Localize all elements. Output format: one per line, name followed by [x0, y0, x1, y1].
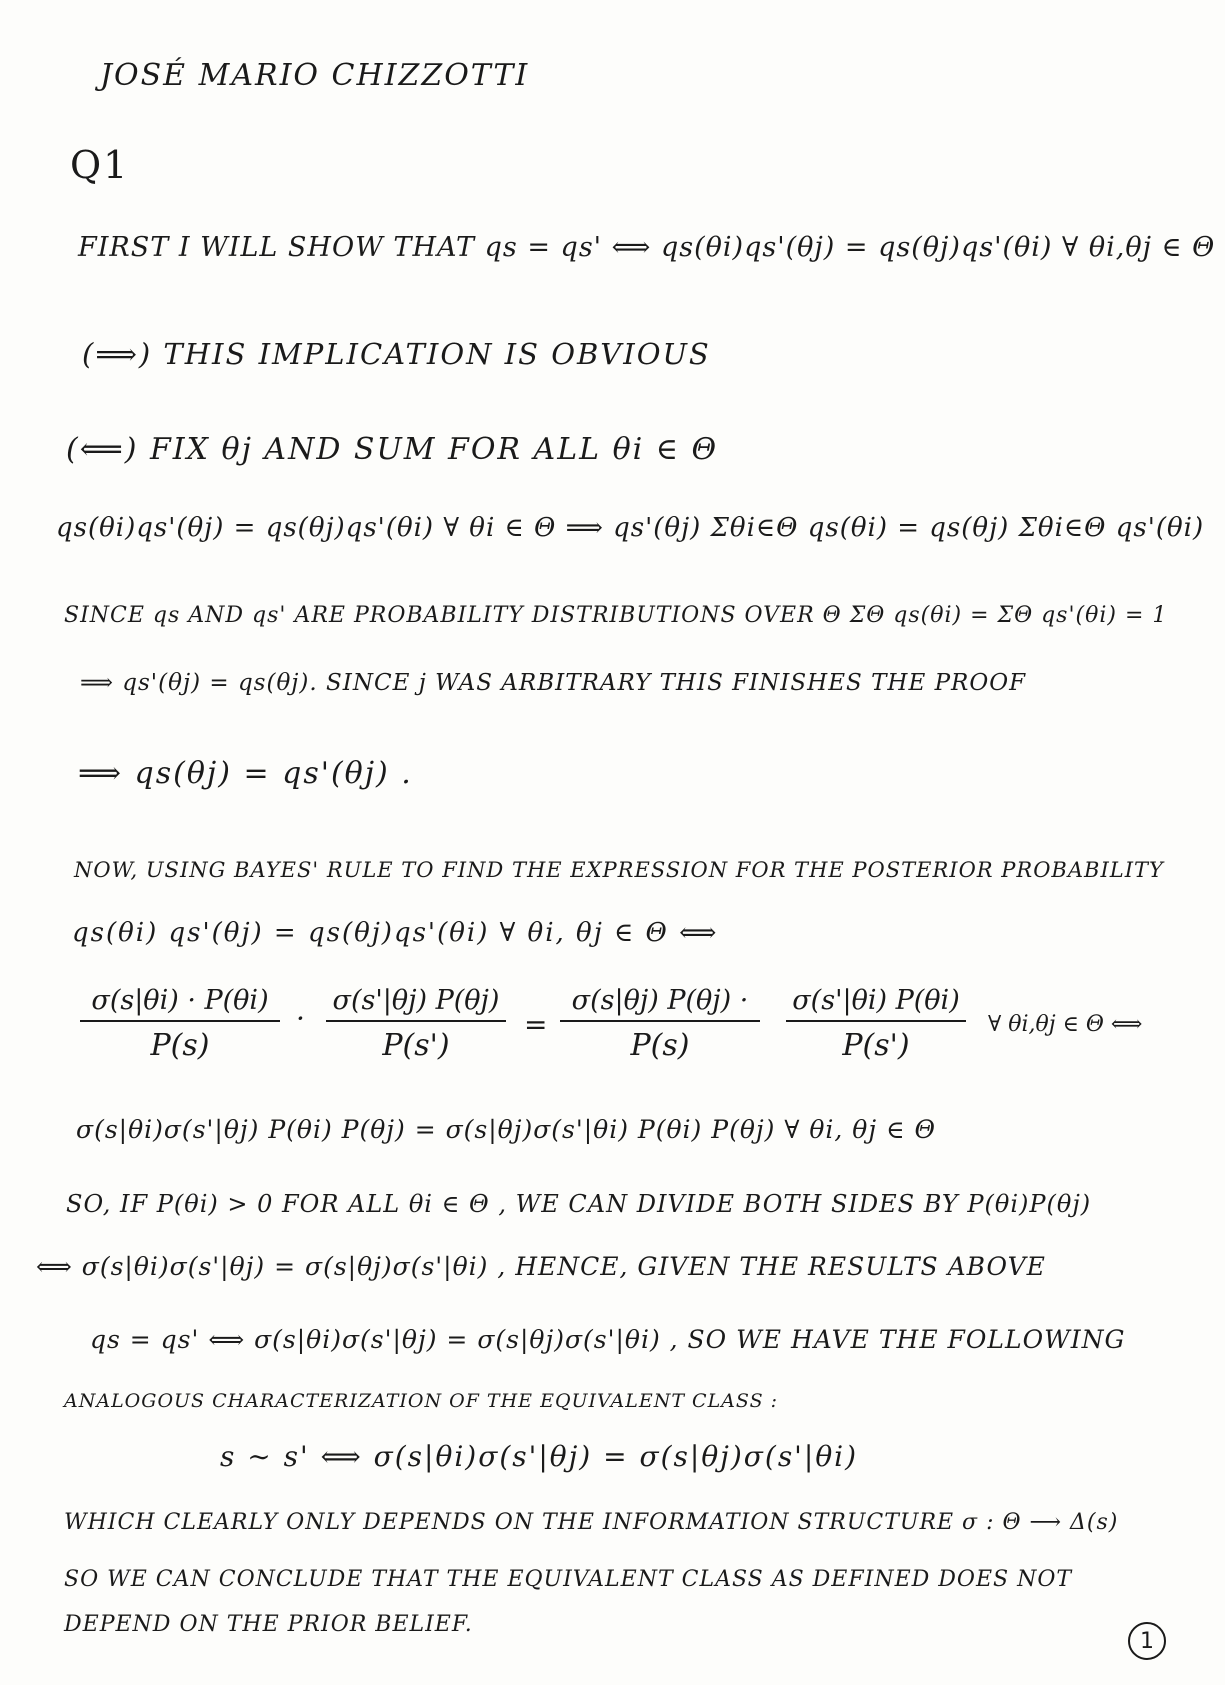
line-first-claim: FIRST I WILL SHOW THAT qs = qs' ⟺ qs(θi)qs'(θj) = qs(θj)qs'(θi) ∀ θi,θj ∈ Θ — [78, 232, 1216, 263]
fraction-4-numerator: σ(s'|θi) P(θi) — [786, 985, 966, 1022]
question-label: Q1 — [70, 143, 130, 187]
fraction-3 — [560, 985, 760, 1063]
line-conclude: SO WE CAN CONCLUDE THAT THE EQUIVALENT CLASS AS DEFINED DOES NOT — [64, 1567, 1073, 1592]
line-expanded-equation: σ(s|θi)σ(s'|θj) P(θi) P(θj) = σ(s|θj)σ(s'|θi) P(θi) P(θj) ∀ θi, θj ∈ Θ — [76, 1115, 937, 1144]
line-divide-both-sides: SO, IF P(θi) > 0 FOR ALL θi ∈ Θ , WE CAN DIVIDE BOTH SIDES BY P(θi)P(θj) — [66, 1190, 1092, 1218]
fraction-1-denominator: P(s) — [150, 1028, 210, 1063]
multiply-dot-1: · — [296, 1002, 305, 1035]
page-number: 1 — [1128, 1622, 1166, 1660]
line-arbitrary-j: ⟹ qs'(θj) = qs(θj). SINCE j WAS ARBITRARY THIS FINISHES THE PROOF — [80, 670, 1027, 696]
fraction-tail: ∀ θi,θj ∈ Θ ⟺ — [988, 1012, 1143, 1037]
line-hence-results: ⟺ σ(s|θi)σ(s'|θj) = σ(s|θj)σ(s'|θi) , HENCE, GIVEN THE RESULTS ABOVE — [36, 1252, 1046, 1281]
fraction-2 — [326, 985, 506, 1063]
line-bayes-rule: NOW, USING BAYES' RULE TO FIND THE EXPRESSION FOR THE POSTERIOR PROBABILITY — [74, 858, 1164, 882]
line-information-structure: WHICH CLEARLY ONLY DEPENDS ON THE INFORMATION STRUCTURE σ : Θ ⟶ Δ(s) — [64, 1510, 1119, 1535]
fraction-2-denominator: P(s') — [382, 1028, 450, 1063]
fraction-2-numerator: σ(s'|θj) P(θj) — [326, 985, 506, 1022]
line-analogous-characterization: ANALOGOUS CHARACTERIZATION OF THE EQUIVALENT CLASS : — [64, 1390, 779, 1412]
line-sum-equation: qs(θi)qs'(θj) = qs(θj)qs'(θi) ∀ θi ∈ Θ ⟹ qs'(θj) Σθi∈Θ qs(θi) = qs(θj) Σθi∈Θ qs'(θi) — [56, 513, 1205, 543]
line-forward-implication: (⟹) THIS IMPLICATION IS OBVIOUS — [82, 337, 711, 371]
line-posterior-equation: qs(θi) qs'(θj) = qs(θj)qs'(θi) ∀ θi, θj ∈ Θ ⟺ — [72, 918, 719, 948]
line-equivalence-class: s ∼ s' ⟺ σ(s|θi)σ(s'|θj) = σ(s|θj)σ(s'|θi) — [220, 1440, 859, 1473]
author-name: JOSÉ MARIO CHIZZOTTI — [100, 58, 530, 93]
equals-sign: = — [524, 1008, 548, 1041]
line-conclusion-equality: ⟹ qs(θj) = qs'(θj) . — [78, 756, 413, 791]
line-equivalence-sigma: qs = qs' ⟺ σ(s|θi)σ(s'|θj) = σ(s|θj)σ(s'|θi) , SO WE HAVE THE FOLLOWING — [90, 1325, 1126, 1354]
line-probability-distributions: SINCE qs AND qs' ARE PROBABILITY DISTRIBUTIONS OVER Θ ΣΘ qs(θi) = ΣΘ qs'(θi) = 1 — [64, 603, 1168, 628]
fraction-3-numerator: σ(s|θj) P(θj) · — [560, 985, 760, 1022]
fraction-4-denominator: P(s') — [842, 1028, 910, 1063]
fraction-1 — [80, 985, 280, 1063]
fraction-3-denominator: P(s) — [630, 1028, 690, 1063]
line-backward-implication: (⟸) FIX θj AND SUM FOR ALL θi ∈ Θ — [66, 432, 719, 467]
fraction-4 — [786, 985, 966, 1063]
line-prior-belief: DEPEND ON THE PRIOR BELIEF. — [64, 1612, 473, 1637]
fraction-1-numerator: σ(s|θi) · P(θi) — [80, 985, 280, 1022]
